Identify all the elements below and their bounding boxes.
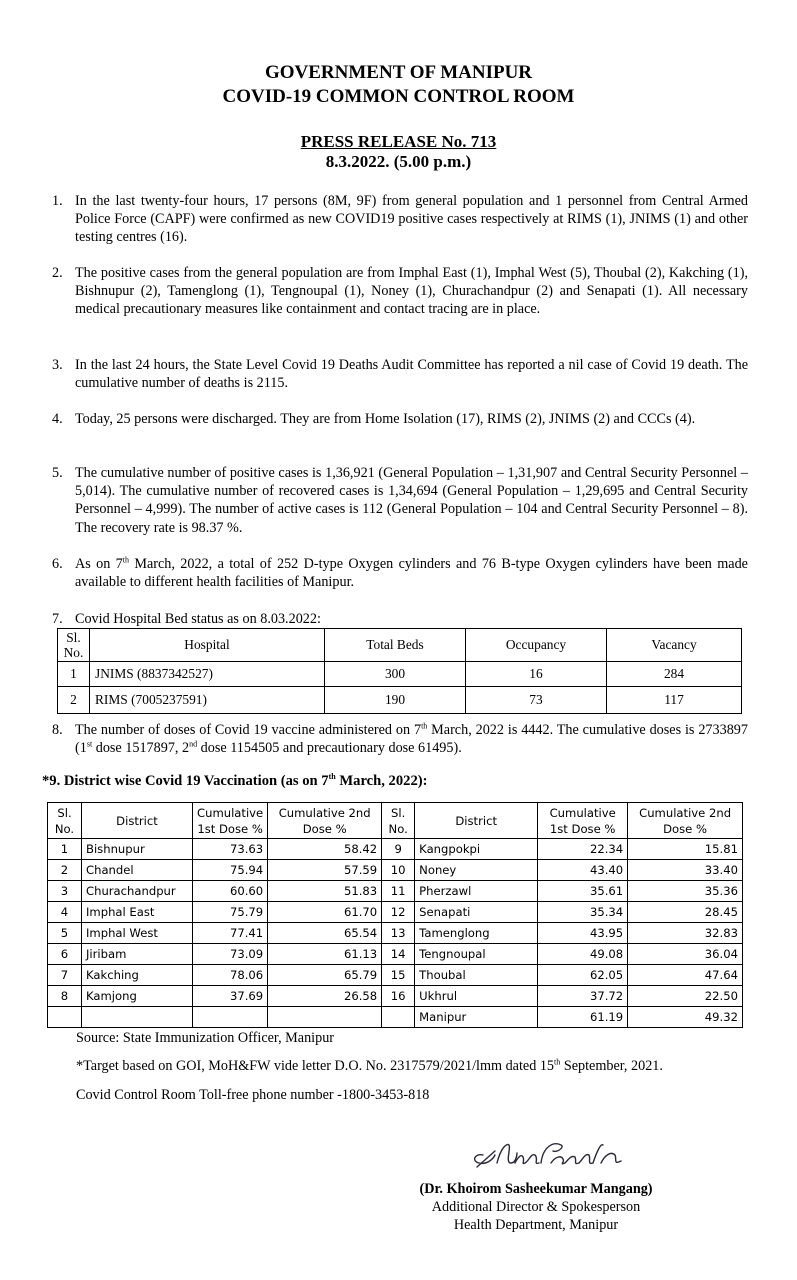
cell-total-beds: 190 bbox=[325, 687, 466, 714]
point-text: Today, 25 persons were discharged. They are from Home Isolation (17), RIMS (2), JNIMS (2) and CCCs (4). bbox=[75, 411, 696, 427]
government-title: GOVERNMENT OF MANIPUR bbox=[264, 62, 533, 83]
point-4 bbox=[52, 410, 748, 428]
cell-district: Bishnupur bbox=[82, 839, 193, 860]
point-text bbox=[75, 721, 748, 757]
point-text: In the last twenty-four hours, 17 persons (8M, 9F) from general population and 1 personnel from Central Armed Police Force (CAPF) were confirmed as new COVID19 positive cases respectively at RIMS (1), JNIMS (1) and other testing centres (16). bbox=[75, 193, 748, 246]
cell-dose1: 49.08 bbox=[538, 944, 628, 965]
cell-district: Noney bbox=[415, 860, 538, 881]
point-3 bbox=[52, 356, 748, 392]
cell-dose1: 73.63 bbox=[193, 839, 268, 860]
point-7 bbox=[52, 610, 748, 628]
cell-dose1: 73.09 bbox=[193, 944, 268, 965]
cell-dose1: 77.41 bbox=[193, 923, 268, 944]
vaccination-heading bbox=[42, 773, 427, 790]
cell-district: Imphal West bbox=[82, 923, 193, 944]
cell-dose2: 57.59 bbox=[268, 860, 382, 881]
point-number: 2. bbox=[52, 265, 63, 281]
col-header-sl: Sl. No. bbox=[58, 629, 90, 662]
table-row bbox=[48, 944, 743, 965]
point-1 bbox=[52, 192, 748, 247]
cell-sl: 7 bbox=[48, 965, 82, 986]
cell-sl bbox=[48, 1007, 82, 1028]
point-number: 1. bbox=[52, 193, 63, 209]
note-part: September, 2021. bbox=[560, 1058, 663, 1074]
cell-dose1: 43.95 bbox=[538, 923, 628, 944]
table-row bbox=[58, 687, 742, 714]
superscript: nd bbox=[189, 739, 198, 749]
heading-part: *9. District wise Covid 19 Vaccination (as on 7 bbox=[42, 773, 329, 789]
point-6 bbox=[52, 555, 748, 591]
superscript: st bbox=[86, 739, 93, 749]
cell-district: Imphal East bbox=[82, 902, 193, 923]
superscript: th bbox=[328, 772, 336, 782]
cell-sl: 1 bbox=[58, 662, 90, 687]
cell-sl: 4 bbox=[48, 902, 82, 923]
point-text-part: March, 2022 is 4442. The cumulative doses is 2733897 (1 bbox=[75, 722, 748, 757]
cell-district: Ukhrul bbox=[415, 986, 538, 1007]
superscript: th bbox=[554, 1057, 561, 1067]
cell-sl: 6 bbox=[48, 944, 82, 965]
superscript: th bbox=[122, 555, 129, 565]
cell-sl: 5 bbox=[48, 923, 82, 944]
point-number: 6. bbox=[52, 556, 63, 572]
superscript: th bbox=[421, 721, 428, 731]
point-text: In the last 24 hours, the State Level Covid 19 Deaths Audit Committee has reported a nil case of Covid 19 death. The cumulative number of deaths is 2115. bbox=[75, 357, 748, 392]
table-row bbox=[48, 860, 743, 881]
point-8 bbox=[52, 721, 748, 757]
cell-vacancy: 284 bbox=[607, 662, 742, 687]
cell-sl: 1 bbox=[48, 839, 82, 860]
col-header-sl: Sl. No. bbox=[382, 803, 415, 839]
cell-dose1: 37.72 bbox=[538, 986, 628, 1007]
cell-dose1: 43.40 bbox=[538, 860, 628, 881]
cell-sl: 2 bbox=[48, 860, 82, 881]
press-release-date: 8.3.2022. (5.00 p.m.) bbox=[325, 152, 472, 171]
table-header-row bbox=[48, 803, 743, 839]
cell-dose2: 22.50 bbox=[628, 986, 743, 1007]
point-text-part: dose 1154505 and precautionary dose 61495). bbox=[197, 740, 462, 757]
cell-vacancy: 117 bbox=[607, 687, 742, 714]
cell-sl: 9 bbox=[382, 839, 415, 860]
cell-sl bbox=[382, 1007, 415, 1028]
col-header-dose2: Cumulative 2nd Dose % bbox=[268, 803, 382, 839]
cell-dose1: 75.79 bbox=[193, 902, 268, 923]
point-text: The positive cases from the general population are from Imphal East (1), Imphal West (5), Thoubal (2), Kakching (1), Bishnupur (2), Tamenglong (1), Tengnoupal (1), Noney (1), Churachandpur (2) and Senapati (1). All necessary medical precautionary measures like containment and contact tracing are in place. bbox=[75, 265, 748, 318]
col-header-total-beds: Total Beds bbox=[325, 629, 466, 662]
cell-sl: 8 bbox=[48, 986, 82, 1007]
point-text: Covid Hospital Bed status as on 8.03.2022: bbox=[75, 611, 321, 627]
cell-district: Tamenglong bbox=[415, 923, 538, 944]
cell-district bbox=[82, 1007, 193, 1028]
signature-image bbox=[465, 1133, 635, 1175]
point-number: 3. bbox=[52, 357, 63, 373]
cell-dose2: 33.40 bbox=[628, 860, 743, 881]
vaccination-rows bbox=[48, 839, 743, 1028]
cell-dose1: 22.34 bbox=[538, 839, 628, 860]
cell-dose1: 60.60 bbox=[193, 881, 268, 902]
point-number: 8. bbox=[52, 722, 63, 738]
cell-dose2: 65.79 bbox=[268, 965, 382, 986]
col-header-dose2: Cumulative 2nd Dose % bbox=[628, 803, 743, 839]
table-row bbox=[48, 1007, 743, 1028]
cell-dose2 bbox=[268, 1007, 382, 1028]
source-note: Source: State Immunization Officer, Manipur bbox=[76, 1030, 335, 1046]
col-header-district: District bbox=[415, 803, 538, 839]
table-header-row bbox=[58, 629, 742, 662]
cell-sl: 11 bbox=[382, 881, 415, 902]
table-row bbox=[48, 986, 743, 1007]
cell-dose2: 65.54 bbox=[268, 923, 382, 944]
cell-dose1: 78.06 bbox=[193, 965, 268, 986]
col-header-hospital: Hospital bbox=[90, 629, 325, 662]
cell-district: Tengnoupal bbox=[415, 944, 538, 965]
col-header-dose1: Cumulative 1st Dose % bbox=[193, 803, 268, 839]
cell-dose2: 47.64 bbox=[628, 965, 743, 986]
table-row bbox=[48, 965, 743, 986]
point-text bbox=[75, 555, 748, 591]
cell-district: Jiribam bbox=[82, 944, 193, 965]
cell-district: Thoubal bbox=[415, 965, 538, 986]
cell-sl: 15 bbox=[382, 965, 415, 986]
col-header-vacancy: Vacancy bbox=[607, 629, 742, 662]
table-row bbox=[48, 839, 743, 860]
cell-dose1: 35.34 bbox=[538, 902, 628, 923]
table-row bbox=[48, 902, 743, 923]
cell-district: Kangpokpi bbox=[415, 839, 538, 860]
table-row bbox=[48, 881, 743, 902]
table-row bbox=[48, 923, 743, 944]
cell-dose1: 61.19 bbox=[538, 1007, 628, 1028]
cell-district: Kakching bbox=[82, 965, 193, 986]
col-header-district: District bbox=[82, 803, 193, 839]
point-5 bbox=[52, 464, 748, 537]
cell-dose2: 36.04 bbox=[628, 944, 743, 965]
cell-total-beds: 300 bbox=[325, 662, 466, 687]
hospital-bed-table bbox=[57, 628, 742, 714]
note-part: *Target based on GOI, MoH&FW vide letter D.O. No. 2317579/2021/lmm dated 15 bbox=[76, 1058, 555, 1074]
cell-dose2: 26.58 bbox=[268, 986, 382, 1007]
point-text-part: dose 1517897, 2 bbox=[92, 740, 190, 757]
table-row bbox=[58, 662, 742, 687]
point-text-part: As on 7 bbox=[75, 556, 123, 572]
cell-hospital: RIMS (7005237591) bbox=[90, 687, 325, 714]
target-note bbox=[76, 1058, 663, 1075]
cell-sl: 2 bbox=[58, 687, 90, 714]
point-text-part: March, 2022, a total of 252 D-type Oxygen cylinders and 76 B-type Oxygen cylinders have been made available to different health facilities of Manipur. bbox=[75, 556, 748, 591]
toll-free-note: Covid Control Room Toll-free phone number -1800-3453-818 bbox=[76, 1087, 430, 1103]
signatory-name: (Dr. Khoirom Sasheekumar Mangang) bbox=[419, 1181, 653, 1197]
point-text: The cumulative number of positive cases is 1,36,921 (General Population – 1,31,907 and Central Security Personnel – 5,014). The cumulative number of recovered cases is 1,34,694 (General Population – 1,29,695 and Central Security Personnel – 4,999). The number of active cases is 112 (General Population – 104 and Central Security Personnel – 8). The recovery rate is 98.37 %. bbox=[75, 465, 748, 536]
cell-dose2: 49.32 bbox=[628, 1007, 743, 1028]
cell-district: Pherzawl bbox=[415, 881, 538, 902]
cell-dose2: 28.45 bbox=[628, 902, 743, 923]
cell-dose2: 61.70 bbox=[268, 902, 382, 923]
cell-district: Kamjong bbox=[82, 986, 193, 1007]
cell-occupancy: 16 bbox=[466, 662, 607, 687]
cell-dose1 bbox=[193, 1007, 268, 1028]
control-room-title: COVID-19 COMMON CONTROL ROOM bbox=[222, 86, 575, 107]
cell-dose1: 75.94 bbox=[193, 860, 268, 881]
cell-sl: 12 bbox=[382, 902, 415, 923]
cell-dose2: 15.81 bbox=[628, 839, 743, 860]
cell-district: Senapati bbox=[415, 902, 538, 923]
col-header-dose1: Cumulative 1st Dose % bbox=[538, 803, 628, 839]
signatory-department: Health Department, Manipur bbox=[453, 1217, 619, 1233]
point-text-part: The number of doses of Covid 19 vaccine administered on 7 bbox=[75, 722, 422, 738]
cell-sl: 10 bbox=[382, 860, 415, 881]
point-number: 4. bbox=[52, 411, 63, 427]
cell-dose1: 62.05 bbox=[538, 965, 628, 986]
heading-part: March, 2022): bbox=[335, 773, 428, 789]
cell-dose1: 37.69 bbox=[193, 986, 268, 1007]
vaccination-table bbox=[47, 802, 743, 1028]
cell-dose1: 35.61 bbox=[538, 881, 628, 902]
col-header-sl: Sl. No. bbox=[48, 803, 82, 839]
cell-dose2: 58.42 bbox=[268, 839, 382, 860]
point-2 bbox=[52, 264, 748, 319]
col-header-occupancy: Occupancy bbox=[466, 629, 607, 662]
cell-sl: 13 bbox=[382, 923, 415, 944]
cell-dose2: 61.13 bbox=[268, 944, 382, 965]
cell-hospital: JNIMS (8837342527) bbox=[90, 662, 325, 687]
cell-district: Manipur bbox=[415, 1007, 538, 1028]
cell-district: Churachandpur bbox=[82, 881, 193, 902]
cell-sl: 14 bbox=[382, 944, 415, 965]
cell-occupancy: 73 bbox=[466, 687, 607, 714]
cell-dose2: 51.83 bbox=[268, 881, 382, 902]
signatory-title: Additional Director & Spokesperson bbox=[431, 1199, 641, 1215]
cell-sl: 16 bbox=[382, 986, 415, 1007]
cell-dose2: 35.36 bbox=[628, 881, 743, 902]
point-number: 7. bbox=[52, 611, 63, 627]
cell-sl: 3 bbox=[48, 881, 82, 902]
cell-district: Chandel bbox=[82, 860, 193, 881]
point-number: 5. bbox=[52, 465, 63, 481]
cell-dose2: 32.83 bbox=[628, 923, 743, 944]
press-release-number: PRESS RELEASE No. 713 bbox=[300, 132, 497, 151]
